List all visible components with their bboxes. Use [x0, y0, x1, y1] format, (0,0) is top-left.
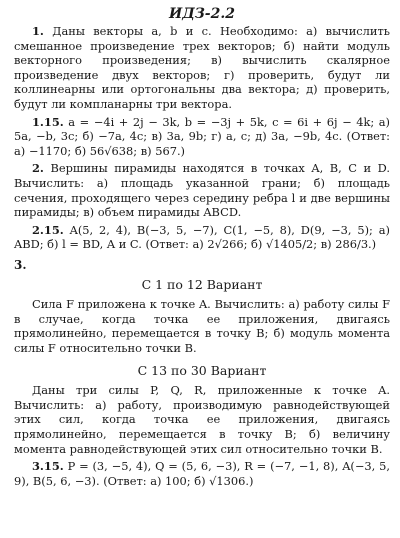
exercise-2-15-number: 2.15.	[32, 222, 64, 237]
variant-heading-1-12: С 1 по 12 Вариант	[141, 276, 263, 292]
exercise-2-15	[14, 223, 390, 252]
exercise-2-15-text: A(5, 2, 4), B(−3, 5, −7), C(1, −5, 8), D(9, −3, 5); а) ABD; б) l = BD, A и C. (Ответ: а) 2√266; б) √1405/2; в) 286/3.)	[14, 222, 390, 252]
exercise-1-15-number: 1.15.	[32, 114, 64, 129]
task-1-number: 1.	[32, 24, 44, 38]
exercise-3-15-text: P = (3, −5, 4), Q = (5, 6, −3), R = (−7, −1, 8), A(−3, 5, 9), B(5, 6, −3). (Ответ: а) 100; б) √1306.)	[14, 459, 390, 488]
task-3-number: 3.	[14, 257, 27, 272]
exercise-3-15	[14, 459, 390, 488]
task-2-number: 2.	[32, 161, 44, 176]
task-3-text-variant-1: Сила F приложена к точке A. Вычислить: а) работу силы F в случае, когда точка ее приложения, двигаясь прямолинейно, перемещается в точку B; б) модуль момента силы F относительно точки B.	[14, 296, 390, 355]
task-2	[14, 161, 390, 219]
task-3-text-variant-2: Даны три силы P, Q, R, приложенные к точке A. Вычислить: а) работу, производимую равнодействующей этих сил, когда точка ее приложения, двигаясь прямолинейно, перемещается в точку B; б) величину момента равнодействующей этих сил относительно точки B.	[14, 383, 390, 456]
exercise-1-15	[14, 115, 390, 159]
task-1-text: Даны векторы a, b и c. Необходимо: а) вычислить смешанное произведение трех векторов; б) найти модуль векторного произведения; в) вычислить скалярное произведение двух векторов; г) проверить, будут ли коллинеарны или ортогональны два вектора; д) проверить, будут ли компланарны три вектора.	[14, 24, 390, 111]
exercise-1-15-text: a = −4i + 2j − 3k, b = −3j + 5k, c = 6i + 6j − 4k; а) 5a, −b, 3c; б) −7a, 4c; в) 3a, 9b; г) a, c; д) 3a, −9b, 4c. (Ответ: а) −1170; б) 56√638; в) 567.)	[14, 114, 390, 158]
exercise-3-15-number: 3.15.	[32, 459, 64, 474]
task-1	[14, 24, 390, 112]
page-title: ИДЗ-2.2	[169, 6, 235, 22]
variant-heading-13-30: С 13 по 30 Вариант	[137, 363, 267, 379]
task-2-text: Вершины пирамиды находятся в точках A, B, C и D. Вычислить: а) площадь указанной грани; б) площадь сечения, проходящего через середину ребра l и две вершины пирамиды; в) объем пирамиды ABCD.	[14, 161, 390, 220]
